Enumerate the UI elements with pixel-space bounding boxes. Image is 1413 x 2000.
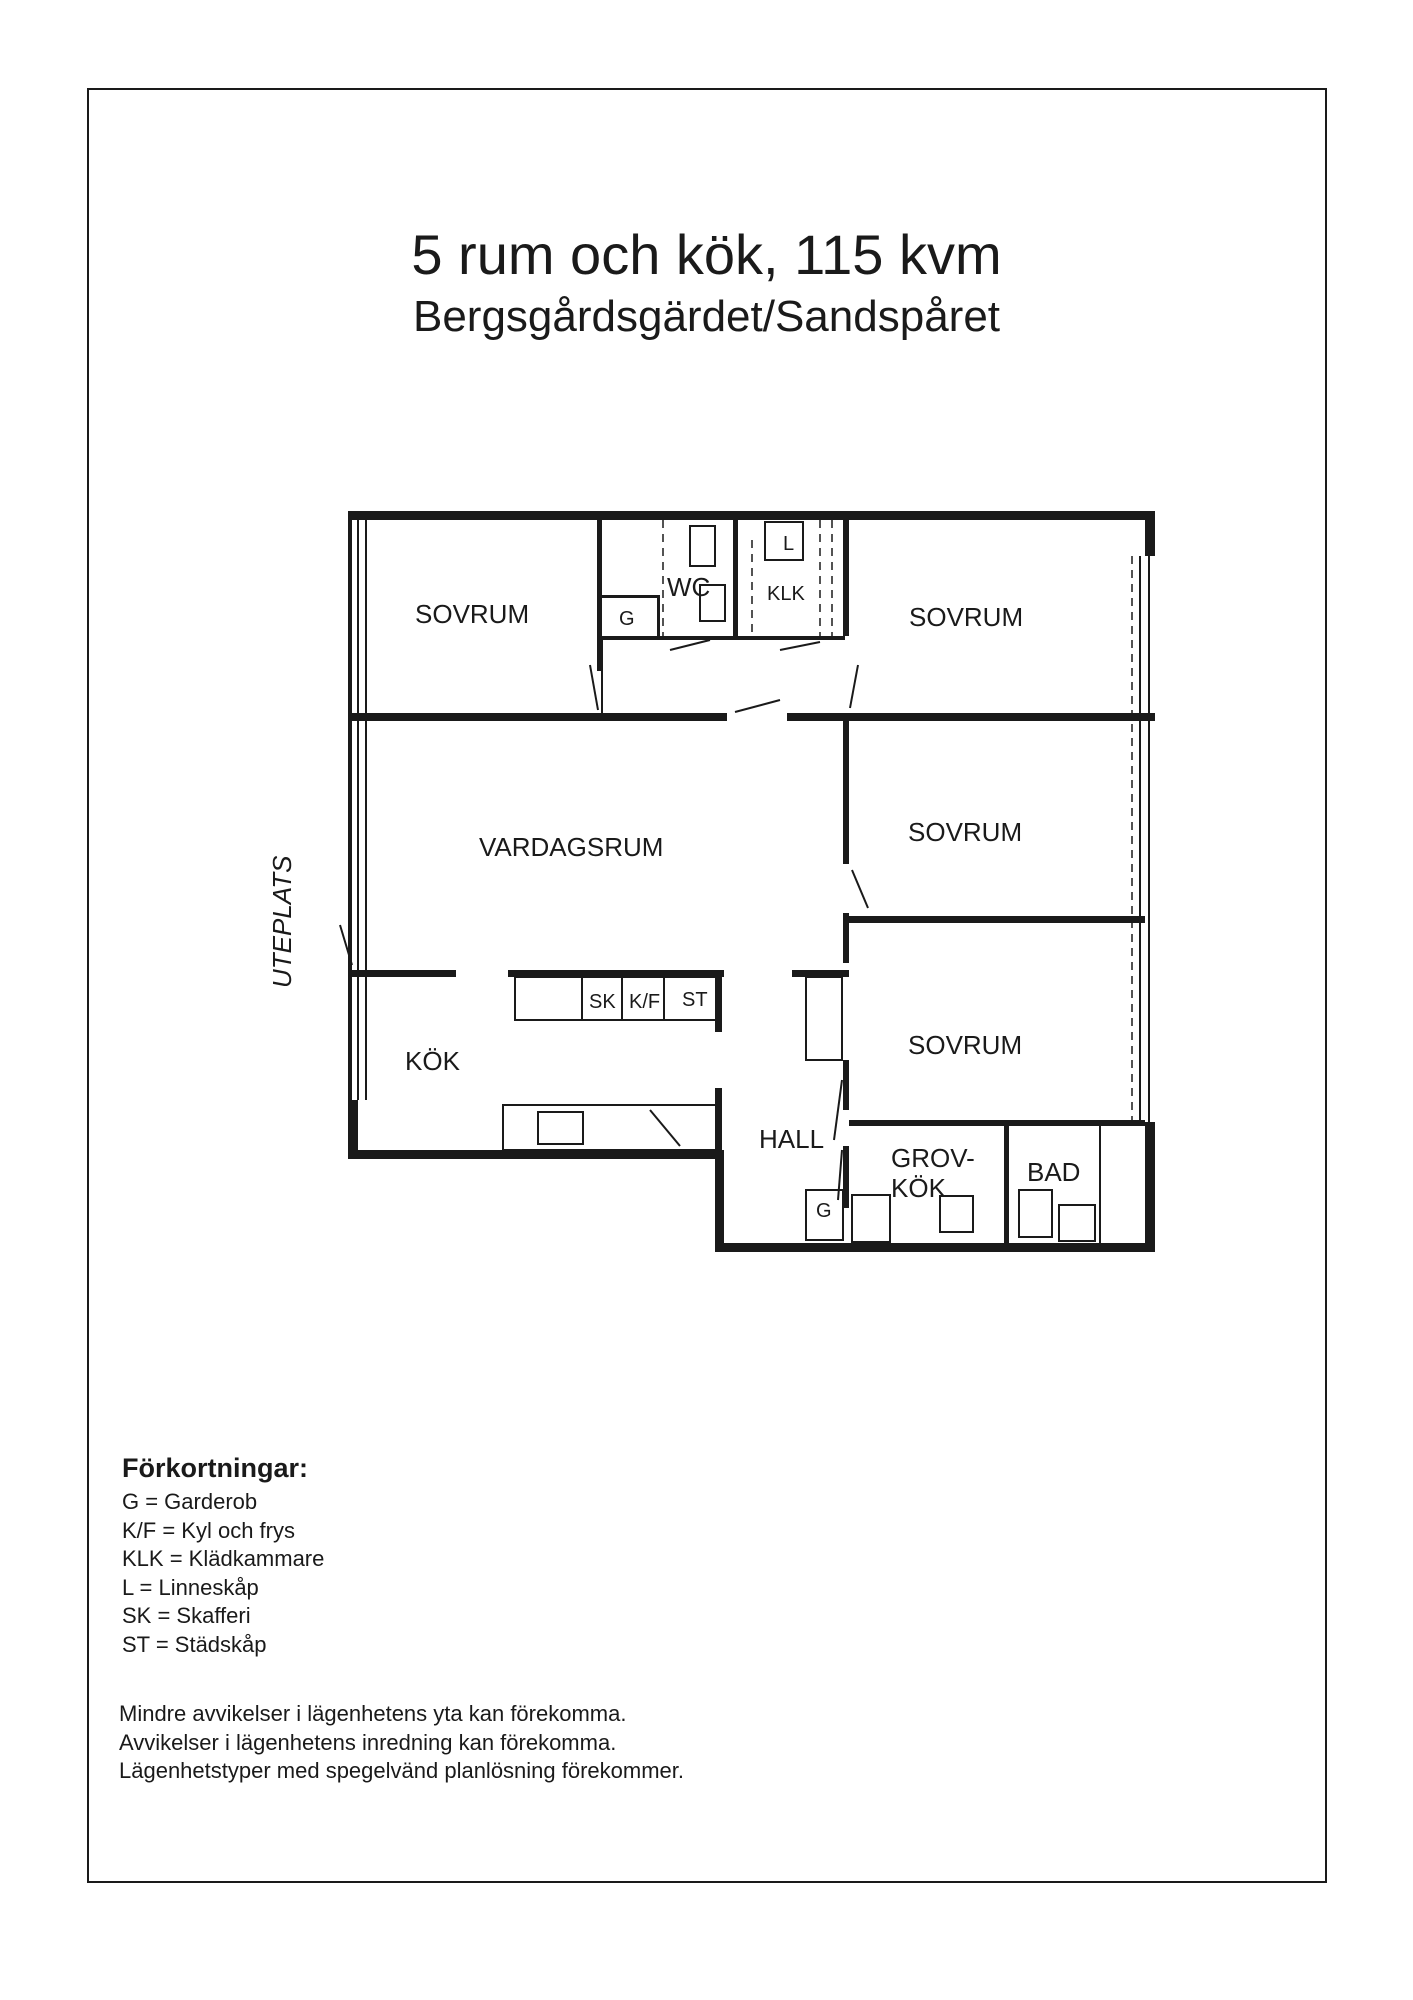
note-line: Lägenhetstyper med spegelvänd planlösning förekommer. xyxy=(119,1758,685,1783)
legend-item: SK = Skafferi xyxy=(122,1603,251,1628)
door-swings xyxy=(340,640,868,1200)
fixture-label-st: ST xyxy=(682,989,708,1011)
room-label-vardagsrum: VARDAGSRUM xyxy=(479,832,664,862)
room-label-kok: KÖK xyxy=(405,1046,460,1076)
legend-item: KLK = Klädkammare xyxy=(122,1546,325,1571)
room-label-uteplats: UTEPLATS xyxy=(267,855,297,988)
room-label-bad: BAD xyxy=(1027,1157,1081,1187)
abbreviation-legend xyxy=(122,1453,324,1659)
legend-item: L = Linneskåp xyxy=(122,1574,259,1600)
room-label-sovrum-4: SOVRUM xyxy=(908,1030,1023,1060)
room-label-grovkok-line2: KÖK xyxy=(891,1173,946,1203)
fixture-label-sk: SK xyxy=(589,991,616,1013)
room-label-hall: HALL xyxy=(759,1124,825,1154)
fixture-label-l: L xyxy=(783,533,795,555)
room-label-klk: KLK xyxy=(767,583,805,605)
room-label-grovkok-line1: GROV- xyxy=(891,1143,975,1173)
fixture-label-kf: K/F xyxy=(629,991,661,1013)
legend-title: Förkortningar: xyxy=(122,1453,308,1483)
note-line: Mindre avvikelser i lägenhetens yta kan förekomma. xyxy=(119,1701,627,1726)
room-label-wc: WC xyxy=(667,572,711,602)
fixture-label-g-hall: G xyxy=(816,1200,832,1222)
room-label-sovrum-1: SOVRUM xyxy=(415,599,530,629)
page-title: 5 rum och kök, 115 kvm xyxy=(411,223,1002,286)
room-label-sovrum-2: SOVRUM xyxy=(909,602,1024,632)
room-label-sovrum-3: SOVRUM xyxy=(908,817,1023,847)
fixture-label-g-top: G xyxy=(619,608,635,630)
legend-item: ST = Städskåp xyxy=(122,1631,267,1657)
page-subtitle: Bergsgårdsgärdet/Sandspåret xyxy=(412,292,1001,341)
disclaimer-notes xyxy=(119,1700,684,1786)
note-line: Avvikelser i lägenhetens inredning kan förekomma. xyxy=(119,1729,617,1755)
legend-item: K/F = Kyl och frys xyxy=(122,1517,295,1543)
legend-item: G = Garderob xyxy=(122,1489,258,1514)
